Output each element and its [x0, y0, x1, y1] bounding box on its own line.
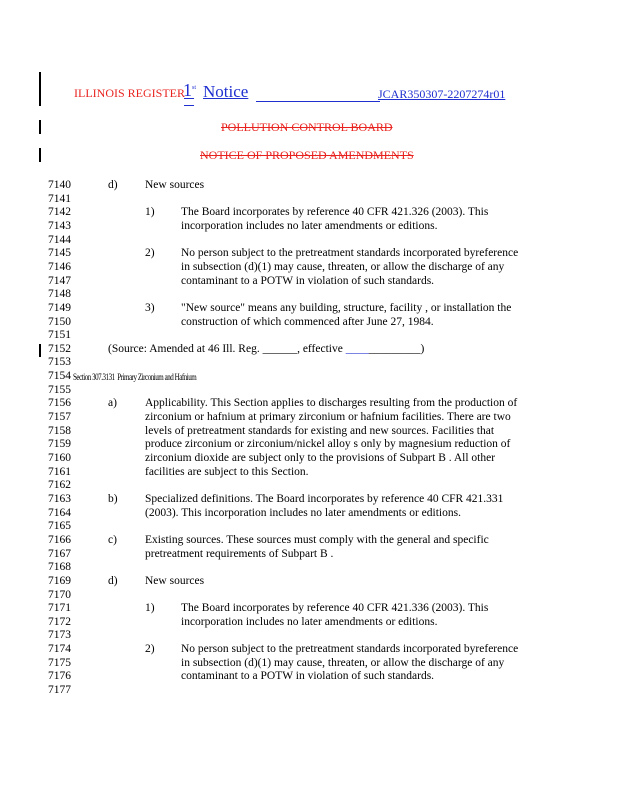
page-marker-number: 1: [183, 80, 192, 100]
line-number: 7143: [48, 219, 71, 232]
line-number: 7175: [48, 656, 71, 669]
line-number: 7168: [48, 561, 71, 574]
page-marker-underlines: [184, 98, 194, 106]
line-number: 7171: [48, 602, 71, 615]
line-number: 7145: [48, 247, 71, 260]
line-text: incorporation includes no later amendments or editions.: [181, 219, 438, 232]
line-number: 7177: [48, 684, 71, 697]
page-marker-sup: st: [192, 85, 197, 91]
line-number: 7146: [48, 260, 71, 273]
line-text: Existing sources. These sources must comply with the general and specific: [145, 533, 489, 546]
line-number: 7151: [48, 329, 71, 342]
line-text: in subsection (d)(1) may cause, threaten, or allow the discharge of any: [181, 260, 505, 273]
line-number: 7140: [48, 179, 71, 191]
line-number: 7147: [48, 274, 71, 287]
line-text: in subsection (d)(1) may cause, threaten, or allow the discharge of any: [181, 656, 505, 669]
register-title: ILLINOIS REGISTER: [74, 86, 185, 100]
change-bar-source: [39, 344, 41, 357]
jcar-code: JCAR350307-2207274r01: [378, 87, 506, 101]
change-bar-board: [39, 120, 41, 134]
line-text: New sources: [145, 179, 205, 191]
line-text: pretreatment requirements of Subpart B .: [145, 547, 334, 560]
line-number: 7164: [48, 506, 71, 519]
line-number: 7165: [48, 520, 71, 533]
line-number: 7166: [48, 533, 71, 546]
source-suffix: ): [420, 342, 425, 355]
notice-underline-extension: [256, 101, 380, 102]
line-text: No person subject to the pretreatment standards incorporated byreference: [181, 247, 519, 260]
subitem-label: 2): [145, 247, 155, 260]
source-middle: , effective: [297, 342, 346, 355]
line-text: construction of which commenced after June 27, 1984.: [181, 315, 434, 328]
source-prefix: (Source: Amended at 46 Ill. Reg.: [108, 342, 263, 355]
source-blank-effective-blue: ____: [345, 342, 369, 355]
source-blank-effective: _________: [368, 342, 421, 355]
line-text: produce zirconium or zirconium/nickel alloy s only by magnesium reduction of: [145, 438, 511, 451]
line-number: 7163: [48, 492, 71, 505]
line-number: 7148: [48, 288, 71, 301]
line-text: "New source" means any building, structure, facility , or installation the: [181, 301, 512, 314]
line-number: 7144: [48, 233, 71, 246]
line-number: 7156: [48, 397, 71, 410]
line-text: Specialized definitions. The Board incorporates by reference 40 CFR 421.331: [145, 492, 504, 505]
line-text: levels of pretreatment standards for existing and new sources. Facilities that: [145, 424, 495, 437]
line-number: 7154: [48, 370, 71, 383]
subitem-label: 2): [145, 643, 155, 656]
source-blank-reg: ______: [262, 342, 298, 355]
line-text: incorporation includes no later amendments or editions.: [181, 615, 438, 628]
line-number: 7152: [48, 342, 71, 355]
item-label: a): [108, 397, 117, 410]
line-number: 7157: [48, 411, 71, 424]
line-number: 7160: [48, 452, 71, 464]
line-number: 7159: [48, 438, 71, 451]
line-text: The Board incorporates by reference 40 CFR 421.326 (2003). This: [181, 206, 489, 219]
line-text: No person subject to the pretreatment standards incorporated byreference: [181, 643, 519, 656]
line-number: 7141: [48, 192, 71, 205]
board-title: POLLUTION CONTROL BOARD: [221, 120, 393, 134]
section-heading: [73, 370, 196, 384]
line-number: 7142: [48, 206, 71, 219]
section-title: Primary Zirconium and Hafnium: [117, 372, 197, 383]
item-label: d): [108, 179, 118, 191]
item-label: d): [108, 574, 118, 587]
change-bar-notice: [39, 148, 41, 162]
line-number: 7174: [48, 643, 71, 656]
item-label: c): [108, 533, 117, 546]
subitem-label: 1): [145, 206, 155, 219]
line-text: Applicability. This Section applies to discharges resulting from the production of: [145, 397, 518, 410]
line-number: 7176: [48, 670, 71, 683]
line-text: contaminant to a POTW in violation of such standards.: [181, 670, 435, 683]
notice-title: NOTICE OF PROPOSED AMENDMENTS: [200, 148, 414, 162]
line-number: 7162: [48, 479, 71, 492]
source-note: [108, 342, 424, 356]
line-text: (2003). This incorporation includes no later amendments or editions.: [145, 506, 461, 519]
line-number: 7149: [48, 301, 71, 314]
line-text: New sources: [145, 574, 205, 587]
line-text: The Board incorporates by reference 40 CFR 421.336 (2003). This: [181, 602, 489, 615]
line-number: 7167: [48, 547, 71, 560]
line-number: 7150: [48, 315, 71, 328]
line-number: 7161: [48, 465, 71, 478]
line-number: 7170: [48, 588, 71, 601]
subitem-label: 1): [145, 602, 155, 615]
line-number: 7158: [48, 424, 71, 437]
line-text: facilities are subject to this Section.: [145, 465, 309, 478]
line-text: zirconium dioxide are subject only to the provisions of Subpart B . All other: [145, 452, 496, 464]
line-text: zirconium or hafnium at primary zirconium or hafnium facilities. There are two: [145, 411, 511, 424]
subitem-label: 3): [145, 301, 155, 314]
section-number: Section 307.3131: [73, 372, 115, 383]
item-label: b): [108, 492, 118, 505]
line-text: contaminant to a POTW in violation of such standards.: [181, 274, 435, 287]
line-number: 7173: [48, 629, 71, 642]
line-number: 7153: [48, 356, 71, 369]
line-number: 7172: [48, 615, 71, 628]
notice-label: Notice: [203, 82, 249, 101]
change-bar-top: [39, 72, 41, 106]
line-number: 7169: [48, 574, 71, 587]
line-number: 7155: [48, 383, 71, 396]
